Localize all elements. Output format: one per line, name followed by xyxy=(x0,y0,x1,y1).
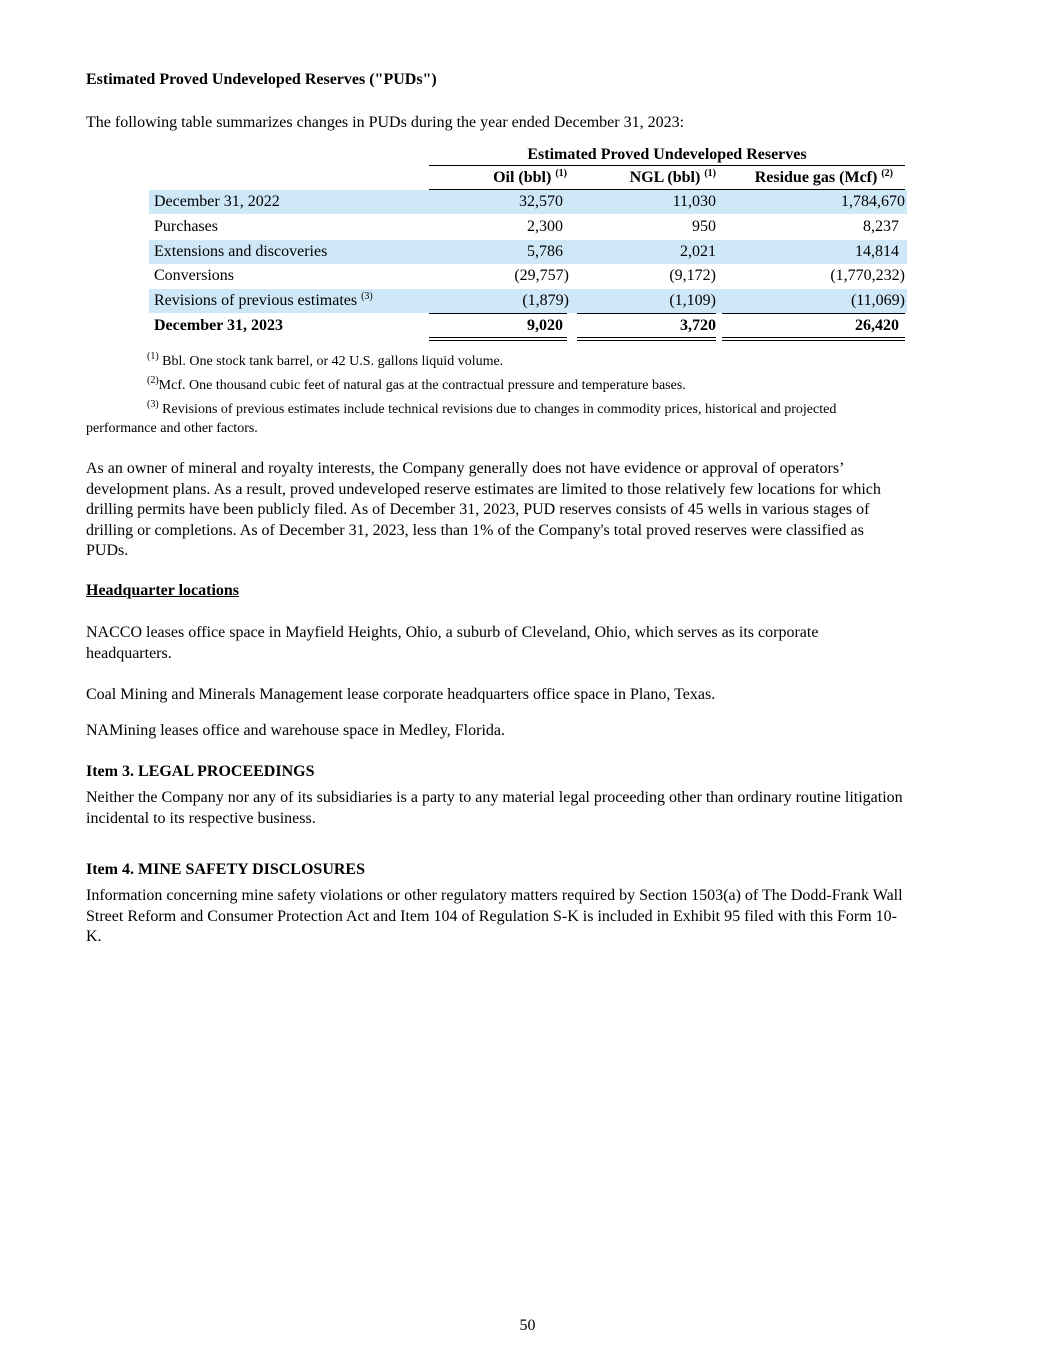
table-row xyxy=(149,240,907,264)
group-header-rule xyxy=(429,165,905,166)
total-double-rule xyxy=(577,337,716,341)
row-label: Purchases xyxy=(154,218,218,235)
item4-paragraph: Information concerning mine safety violations or other regulatory matters required by Section 1503(a) of The Dodd-Frank Wall Street Reform and Consumer Protection Act and Item 104 of Regulation S-K is included in Exhibit 95 filed with this Form 10- K. xyxy=(86,887,903,945)
section-title: Estimated Proved Undeveloped Reserves ("PUDs") xyxy=(86,71,437,88)
intro-text: The following table summarizes changes in PUDs during the year ended December 31, 2023: xyxy=(86,114,685,131)
gas-value: 26,420 xyxy=(855,317,899,334)
oil-value: 9,020 xyxy=(527,317,563,334)
table-row-total xyxy=(149,314,907,338)
item3-heading: Item 3. LEGAL PROCEEDINGS xyxy=(86,763,315,780)
gas-value: (11,069) xyxy=(850,292,905,309)
table-row xyxy=(149,264,907,288)
col-header-gas: Residue gas (Mcf) $^{(2)}$ xyxy=(754,168,893,186)
item4-heading: Item 4. MINE SAFETY DISCLOSURES xyxy=(86,861,365,878)
oil-value: (29,757) xyxy=(514,267,569,284)
hq-heading: Headquarter locations xyxy=(86,582,240,599)
ngl-value: 3,720 xyxy=(680,317,716,334)
pud-paragraph: As an owner of mineral and royalty interests, the Company generally does not have evidence or approval of operators’ development plans. As a result, proved undeveloped reserve estimates are limited to those relatively few locations for which drilling permits have been publicly filed. As of December 31, 2023, PUD reserves consists of 45 wells in various stages of drilling or completions. As of December 31, 2023, less than 1% of the Company's total proved reserves were classified as PUDs. xyxy=(86,460,881,559)
oil-value: 2,300 xyxy=(527,218,563,235)
row-label: Revisions of previous estimates $^{(3)}$ xyxy=(154,291,373,309)
page-number: 50 xyxy=(519,1317,536,1334)
hq-paragraph-2: Coal Mining and Minerals Management lease corporate headquarters office space in Plano, Texas. xyxy=(86,686,716,703)
total-double-rule xyxy=(722,337,905,341)
gas-value: (1,770,232) xyxy=(830,267,905,284)
oil-value: 5,786 xyxy=(527,243,563,260)
item3-paragraph: Neither the Company nor any of its subsidiaries is a party to any material legal proceeding other than ordinary routine litigation incidental to its respective business. xyxy=(86,789,903,827)
col-header-oil: Oil (bbl) $^{(1)}$ xyxy=(493,168,567,186)
table-row xyxy=(149,289,907,313)
col-header-ngl: NGL (bbl) $^{(1)}$ xyxy=(629,168,716,186)
ngl-value: 2,021 xyxy=(680,243,716,260)
ngl-value: (1,109) xyxy=(669,292,716,309)
row-label: December 31, 2022 xyxy=(154,193,280,210)
gas-value: 8,237 xyxy=(863,218,899,235)
ngl-value: 950 xyxy=(692,218,716,235)
footnote-1: $^{(1)}$ Bbl. One stock tank barrel, or 42 U.S. gallons liquid volume. xyxy=(147,351,504,369)
ngl-value: (9,172) xyxy=(669,267,716,284)
total-double-rule xyxy=(429,337,567,341)
table-group-header: Estimated Proved Undeveloped Reserves xyxy=(527,146,807,163)
oil-value: (1,879) xyxy=(522,292,569,309)
footnote-2: $^{(2)}$Mcf. One thousand cubic feet of natural gas at the contractual pressure and temperature bases. xyxy=(147,375,686,393)
gas-value: 14,814 xyxy=(855,243,899,260)
table-row xyxy=(149,215,907,239)
ngl-value: 11,030 xyxy=(672,193,716,210)
row-label: Extensions and discoveries xyxy=(154,243,328,260)
footnote-3-cont: performance and other factors. xyxy=(86,421,258,436)
hq-paragraph-1: NACCO leases office space in Mayfield Heights, Ohio, a suburb of Cleveland, Ohio, which serves as its corporate headquarters. xyxy=(86,624,819,662)
hq-paragraph-3: NAMining leases office and warehouse space in Medley, Florida. xyxy=(86,722,505,739)
table-row xyxy=(149,190,907,214)
oil-value: 32,570 xyxy=(519,193,563,210)
footnote-3: $^{(3)}$ Revisions of previous estimates include technical revisions due to changes in commodity prices, historical and projected xyxy=(147,399,837,417)
row-label: December 31, 2023 xyxy=(154,317,283,334)
row-label: Conversions xyxy=(154,267,234,284)
gas-value: 1,784,670 xyxy=(841,193,905,210)
